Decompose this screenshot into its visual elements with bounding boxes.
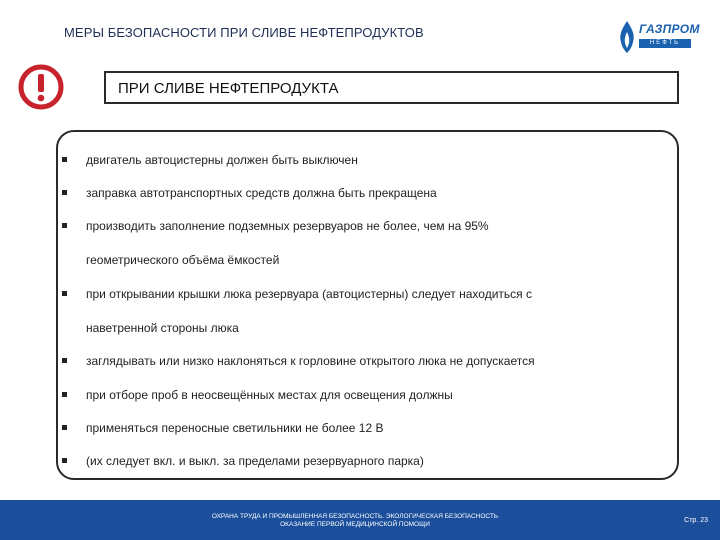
- list-item-text: наветренной стороны люка: [86, 321, 239, 335]
- list-item-text: при отборе проб в неосвещённых местах для освещения должны: [86, 388, 453, 402]
- logo-subtext: НЕФТЬ: [639, 39, 691, 48]
- section-title: ПРИ СЛИВЕ НЕФТЕПРОДУКТА: [118, 80, 339, 97]
- list-item-text: заглядывать или низко наклоняться к горловине открытого люка не допускается: [86, 354, 535, 368]
- section-title-box: [104, 71, 679, 104]
- logo-text: ГАЗПРОМ: [639, 22, 700, 36]
- list-item-text: заправка автотранспортных средств должна быть прекращена: [86, 186, 437, 200]
- content-panel: [56, 130, 679, 480]
- list-item-text: производить заполнение подземных резервуаров не более, чем на 95%: [86, 219, 489, 233]
- exclamation-warning-icon: [18, 64, 64, 110]
- list-item-text: применяться переносные светильники не более 12 В: [86, 421, 384, 435]
- flame-logo-icon: [617, 20, 637, 54]
- bullet-icon: [62, 458, 67, 463]
- bullet-icon: [62, 358, 67, 363]
- list-item-text: при открывании крышки люка резервуара (автоцистерны) следует находиться с: [86, 287, 532, 301]
- bullet-icon: [62, 157, 67, 162]
- footer-text: [150, 513, 560, 529]
- gazprom-neft-logo: [617, 20, 700, 56]
- bullet-icon: [62, 223, 67, 228]
- bullet-icon: [62, 190, 67, 195]
- footer-line-1: ОХРАНА ТРУДА И ПРОМЫШЛЕННАЯ БЕЗОПАСНОСТЬ. ЭКОЛОГИЧЕСКАЯ БЕЗОПАСНОСТЬ: [211, 513, 499, 520]
- footer-bar: [0, 500, 720, 540]
- bullet-icon: [62, 392, 67, 397]
- page-title: МЕРЫ БЕЗОПАСНОСТИ ПРИ СЛИВЕ НЕФТЕПРОДУКТОВ: [64, 25, 424, 40]
- page-number: Стр. 23: [684, 517, 708, 524]
- bullet-icon: [62, 291, 67, 296]
- list-item-text: двигатель автоцистерны должен быть выключен: [86, 153, 358, 167]
- bullet-icon: [62, 425, 67, 430]
- list-item-text: геометрического объёма ёмкостей: [86, 253, 280, 267]
- footer-line-2: ОКАЗАНИЕ ПЕРВОЙ МЕДИЦИНСКОЙ ПОМОЩИ: [280, 521, 430, 528]
- list-item-text: (их следует вкл. и выкл. за пределами резервуарного парка): [86, 454, 424, 468]
